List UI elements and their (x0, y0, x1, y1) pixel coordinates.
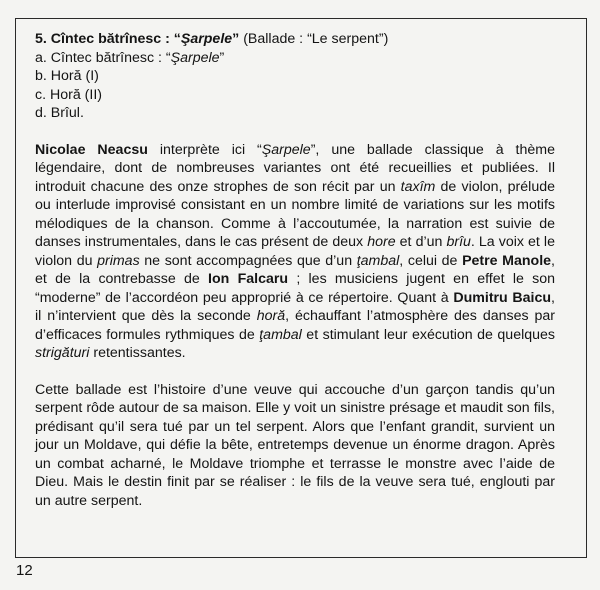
performer-name: Dumitru Baicu (453, 289, 552, 306)
track-title (35, 30, 555, 49)
liner-notes (35, 30, 555, 510)
performer-name: Petre Manole (462, 252, 552, 269)
paragraph-performers: Nicolae Neacsu interprète ici “Şarpele”, une ballade classique à thème légendaire, dont de nombreuses variantes ont été recueillies et publiées. Il introduit chacune des onze strophes de son récit par un taxîm de violon, prélude ou interlude improvisé consistant en un nombre limité de variations sur les motifs mélodiques de la chanson. Comme à l’accoutumée, la narration est suivie de danses instrumentales, dans le cas présent de deux hore et d’un brîu. La voix et le violon du primas ne sont accompagnées que d’un ţambal, celui de Petre Manole, et de la contrebasse de Ion Falcaru ; les musiciens jugent en effet le son “moderne” de l’accordéon peu approprié à ce répertoire. Quant à Dumitru Baicu, il n’intervient que dès la seconde horă, échauffant l’atmosphère des danses par d’efficaces formules rythmiques de ţambal et stimulant leur exécution de quelques strigături retentissantes. (35, 141, 556, 361)
track-title-bold: Cîntec bătrînesc : “ (50, 31, 181, 47)
track-part-d: d. Brîul. (35, 105, 84, 121)
track-number: 5. (35, 31, 47, 47)
track-title-italic: Şarpele (180, 31, 233, 47)
track-title-close: ” (232, 31, 240, 47)
track-part-c: c. Horă (II) (35, 86, 103, 103)
page-number: 12 (16, 562, 33, 579)
track-title-rest: (Ballade : “Le serpent”) (239, 31, 389, 47)
performer-name: Ion Falcaru (208, 271, 289, 287)
track-part-b: b. Horă (I) (35, 68, 99, 84)
track-part-a: a. Cîntec bătrînesc : “Şarpele” (35, 49, 225, 66)
paragraph-story: Cette ballade est l’histoire d’une veuve qui accouche d’un garçon tandis qu’un serpent rôde autour de sa maison. Elle y voit un sinistre présage et maudit son fils, prédisant qu’il sera tué par un tel serpent. Alors que l’enfant grandit, survient un jour un Moldave, qui défie la bête, entretemps devenue un énorme dragon. Après un combat acharné, le Moldave triomphe et terrasse le monstre avec l’aide de Dieu. Mais le destin finit par se réaliser : le fils de la veuve sera tué, englouti par un autre serpent. (35, 381, 555, 509)
performer-name: Nicolae Neacsu (35, 141, 148, 158)
